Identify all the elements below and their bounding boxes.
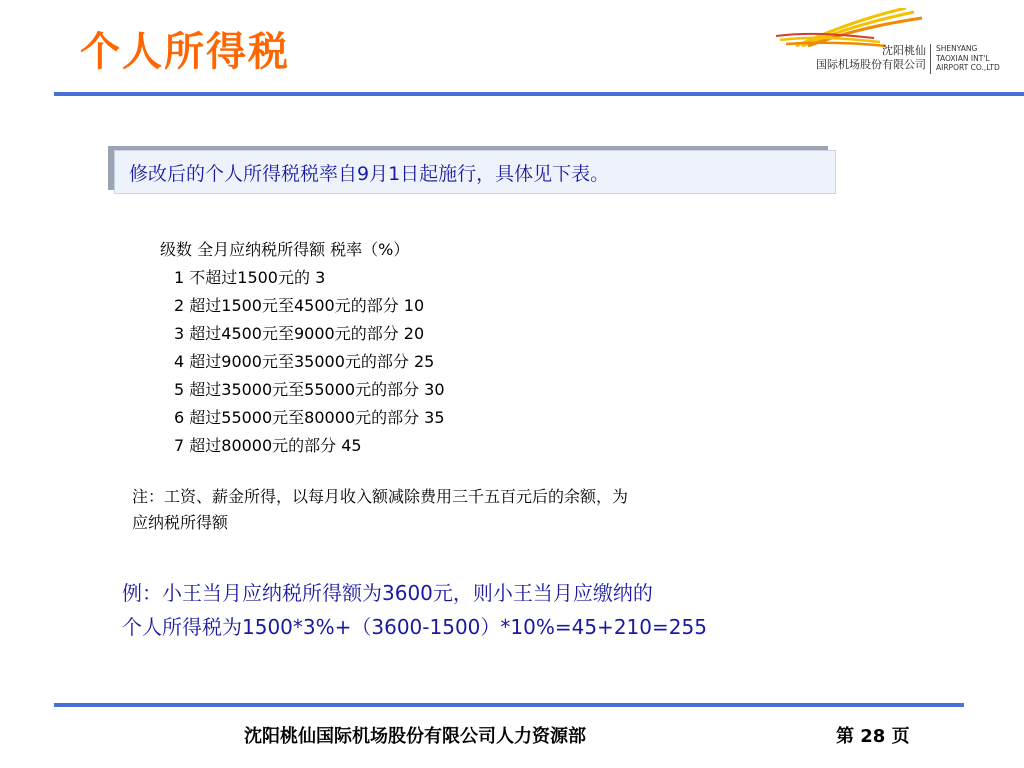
company-logo	[776, 8, 1016, 80]
page-title: 个人所得税	[80, 29, 290, 75]
example-text	[122, 576, 882, 644]
callout-box	[114, 150, 836, 194]
logo-cn-line2: 国际机场股份有限公司	[816, 58, 926, 71]
footer-organization: 沈阳桃仙国际机场股份有限公司人力资源部	[244, 726, 586, 747]
rate-row: 4 超过9000元至35000元的部分 25	[174, 352, 435, 371]
callout-text: 修改后的个人所得税税率自9月1日起施行，具体见下表。	[129, 162, 610, 185]
rate-row: 5 超过35000元至55000元的部分 30	[174, 380, 445, 399]
note-line2: 应纳税所得额	[132, 513, 229, 532]
wing-stripes-icon	[776, 8, 926, 48]
tax-rate-table	[160, 236, 445, 460]
rate-row: 1 不超过1500元的 3	[174, 268, 326, 287]
rate-row: 2 超过1500元至4500元的部分 10	[174, 296, 425, 315]
note-text	[132, 484, 852, 536]
rate-table-header: 级数 全月应纳税所得额 税率（%）	[160, 240, 410, 259]
logo-en-line2: TAOXIAN INT'L	[936, 53, 990, 63]
logo-cn-line1: 沈阳桃仙	[882, 44, 926, 57]
note-line1: 注：工资、薪金所得，以每月收入额减除费用三千五百元后的余额，为	[132, 487, 629, 506]
logo-en-line3: AIRPORT CO.,LTD	[936, 63, 1000, 72]
logo-en-line1: SHENYANG	[936, 44, 978, 53]
logo-chinese-name	[776, 44, 926, 72]
page-number: 第 28 页	[836, 726, 910, 747]
logo-divider	[930, 44, 931, 74]
rate-row: 3 超过4500元至9000元的部分 20	[174, 324, 425, 343]
example-line1: 例：小王当月应纳税所得额为3600元，则小王当月应缴纳的	[122, 581, 653, 605]
example-line2: 个人所得税为1500*3%+（3600-1500）*10%=45+210=255	[122, 615, 707, 639]
footer-rule	[54, 703, 964, 707]
logo-english-name	[936, 44, 1000, 73]
header-rule	[54, 92, 1024, 96]
rate-row: 6 超过55000元至80000元的部分 35	[174, 408, 445, 427]
rate-row: 7 超过80000元的部分 45	[174, 436, 362, 455]
